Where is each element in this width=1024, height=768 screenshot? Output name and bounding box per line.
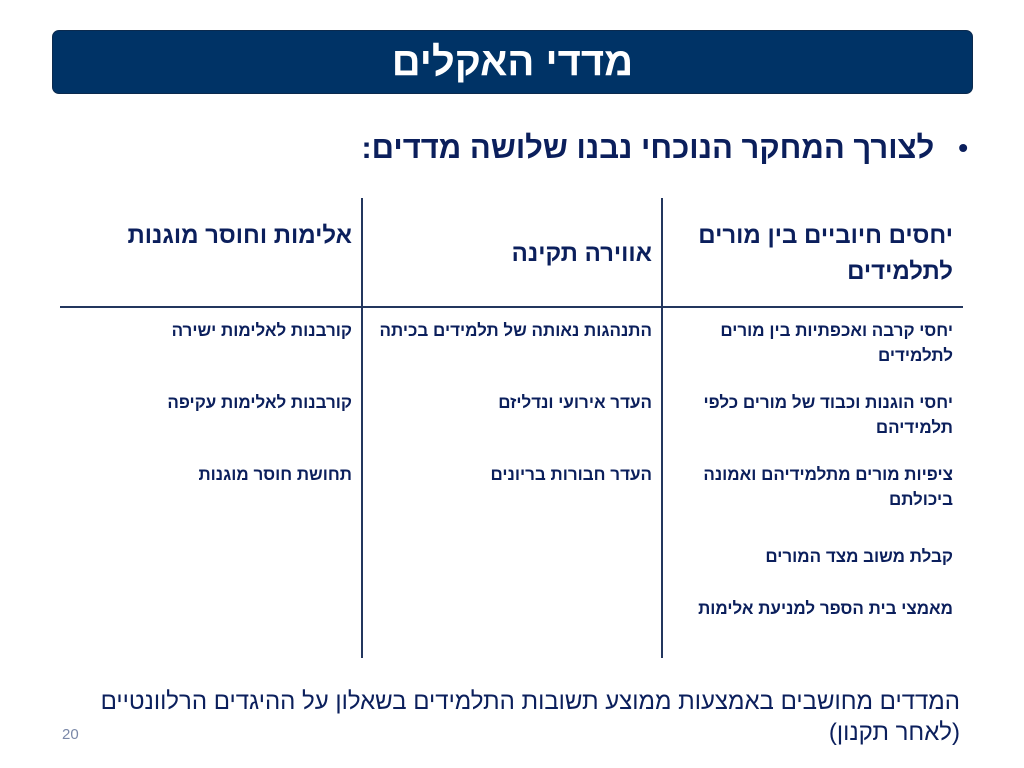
- header-proper-atmosphere: [372, 218, 652, 290]
- column-divider: [361, 198, 363, 658]
- table-cell: קורבנות לאלימות עקיפה: [167, 393, 352, 412]
- header-positive-relations: יחסים חיוביים בין מורים לתלמידים: [698, 222, 953, 285]
- header-violence: אלימות וחוסר מוגנות: [127, 222, 352, 249]
- bullet-text: לצורך המחקר הנוכחי נבנו שלושה מדדים:: [361, 130, 935, 165]
- bullet-dot-icon: •: [958, 132, 968, 163]
- table-cell: תחושת חוסר מוגנות: [198, 465, 352, 484]
- column-divider: [661, 198, 663, 658]
- table-cell: קורבנות לאלימות ישירה: [171, 321, 352, 340]
- title-bar: [52, 30, 973, 94]
- table-cell: העדר חבורות בריונים: [490, 465, 652, 484]
- header-proper-atmosphere-label: אווירה תקינה: [511, 240, 652, 267]
- table-cell: קבלת משוב מצד המורים: [765, 547, 953, 566]
- footnote: המדדים מחושבים באמצעות ממוצע תשובות התלמידים בשאלון על ההיגדים הרלוונטיים (לאחר תקנון): [100, 688, 960, 746]
- page-number: 20: [62, 726, 79, 743]
- measures-table: [60, 198, 963, 658]
- table-cell: יחסי הוגנות וכבוד של מורים כלפי תלמידיהם: [703, 393, 953, 437]
- table-cell: העדר אירועי ונדליזם: [498, 393, 652, 412]
- bullet-line: [361, 130, 968, 166]
- table-cell: יחסי קרבה ואכפתיות בין מורים לתלמידים: [720, 321, 953, 365]
- slide-title: מדדי האקלים: [391, 39, 634, 84]
- table-cell: ציפיות מורים מתלמידיהם ואמונה ביכולתם: [703, 465, 953, 509]
- header-divider: [60, 306, 963, 308]
- table-cell: מאמצי בית הספר למניעת אלימות: [698, 599, 953, 618]
- table-cell: התנהגות נאותה של תלמידים בכיתה: [379, 321, 652, 340]
